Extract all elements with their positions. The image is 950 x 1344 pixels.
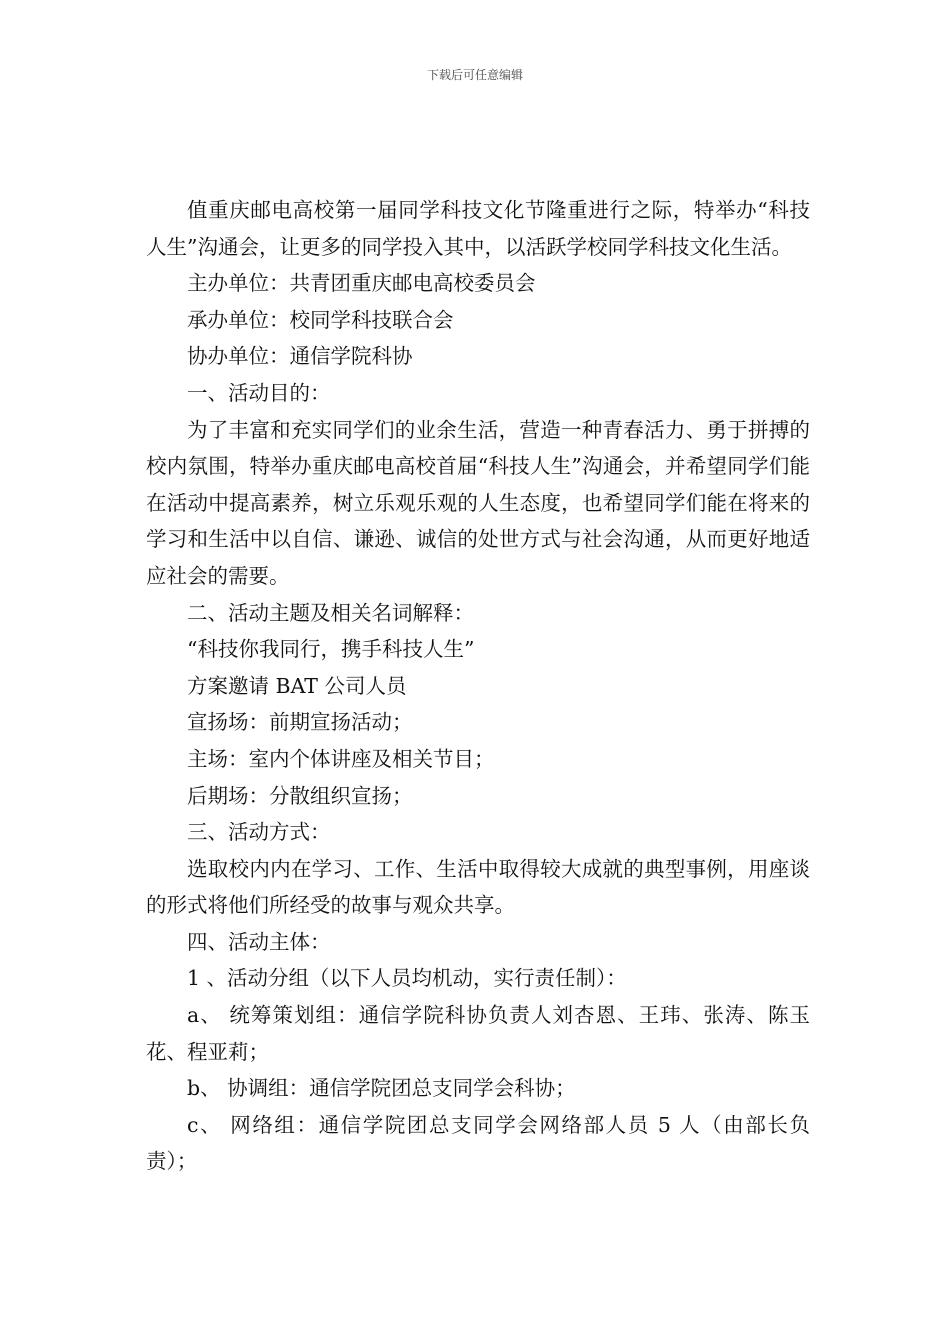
paragraph-purpose: 为了丰富和充实同学们的业余生活，营造一种青春活力、勇于拼搏的校内氛围，特举办重庆邮电高校首届“科技人生”沟通会，并希望同学们能在活动中提高素养，树立乐观乐观的人生态度，也希望同学们能在将来的学习和生活中以自信、谦逊、诚信的处世方式与社会沟通，从而更好地适应社会的需要。 (146, 417, 810, 588)
paragraph-promo-session: 宣扬场：前期宣扬活动； (187, 710, 413, 735)
paragraph-co-organizer: 协办单位：通信学院科协 (187, 344, 413, 369)
paragraph-intro: 值重庆邮电高校第一届同学科技文化节隆重进行之际，特举办“科技人生”沟通会，让更多的同学投入其中，以活跃学校同学科技文化生活。 (146, 198, 810, 259)
paragraph-organizer: 主办单位：共青团重庆邮电高校委员会 (187, 271, 536, 296)
document-body (146, 192, 810, 1180)
section-heading-method: 三、活动方式： (187, 820, 331, 845)
paragraph-method: 选取校内内在学习、工作、生活中取得较大成就的典型事例，用座谈的形式将他们所经受的故事与观众共享。 (146, 856, 810, 918)
section-heading-subject: 四、活动主体： (187, 929, 331, 954)
paragraph-invite: 方案邀请 BAT 公司人员 (187, 673, 407, 698)
list-item-group-c: c、 网络组：通信学院团总支同学会网络部人员 5 人（由部长负责）； (146, 1112, 810, 1174)
paragraph-theme-slogan: “科技你我同行，携手科技人生” (187, 637, 475, 662)
section-heading-theme: 二、活动主题及相关名词解释： (187, 600, 474, 625)
header-note: 下载后可任意编辑 (426, 68, 523, 82)
list-item-group-a: a、 统筹策划组：通信学院科协负责人刘杏恩、王玮、张涛、陈玉花、程亚莉； (146, 1003, 810, 1064)
list-item-group-b: b、 协调组：通信学院团总支同学会科协； (187, 1076, 576, 1101)
paragraph-grouping: 1 、活动分组（以下人员均机动，实行责任制）： (187, 966, 627, 991)
section-heading-purpose: 一、活动目的： (187, 380, 331, 405)
paragraph-main-session: 主场：室内个体讲座及相关节目； (187, 746, 495, 771)
paragraph-later-session: 后期场：分散组织宣扬； (187, 783, 413, 808)
paragraph-undertaker: 承办单位：校同学科技联合会 (187, 307, 454, 332)
